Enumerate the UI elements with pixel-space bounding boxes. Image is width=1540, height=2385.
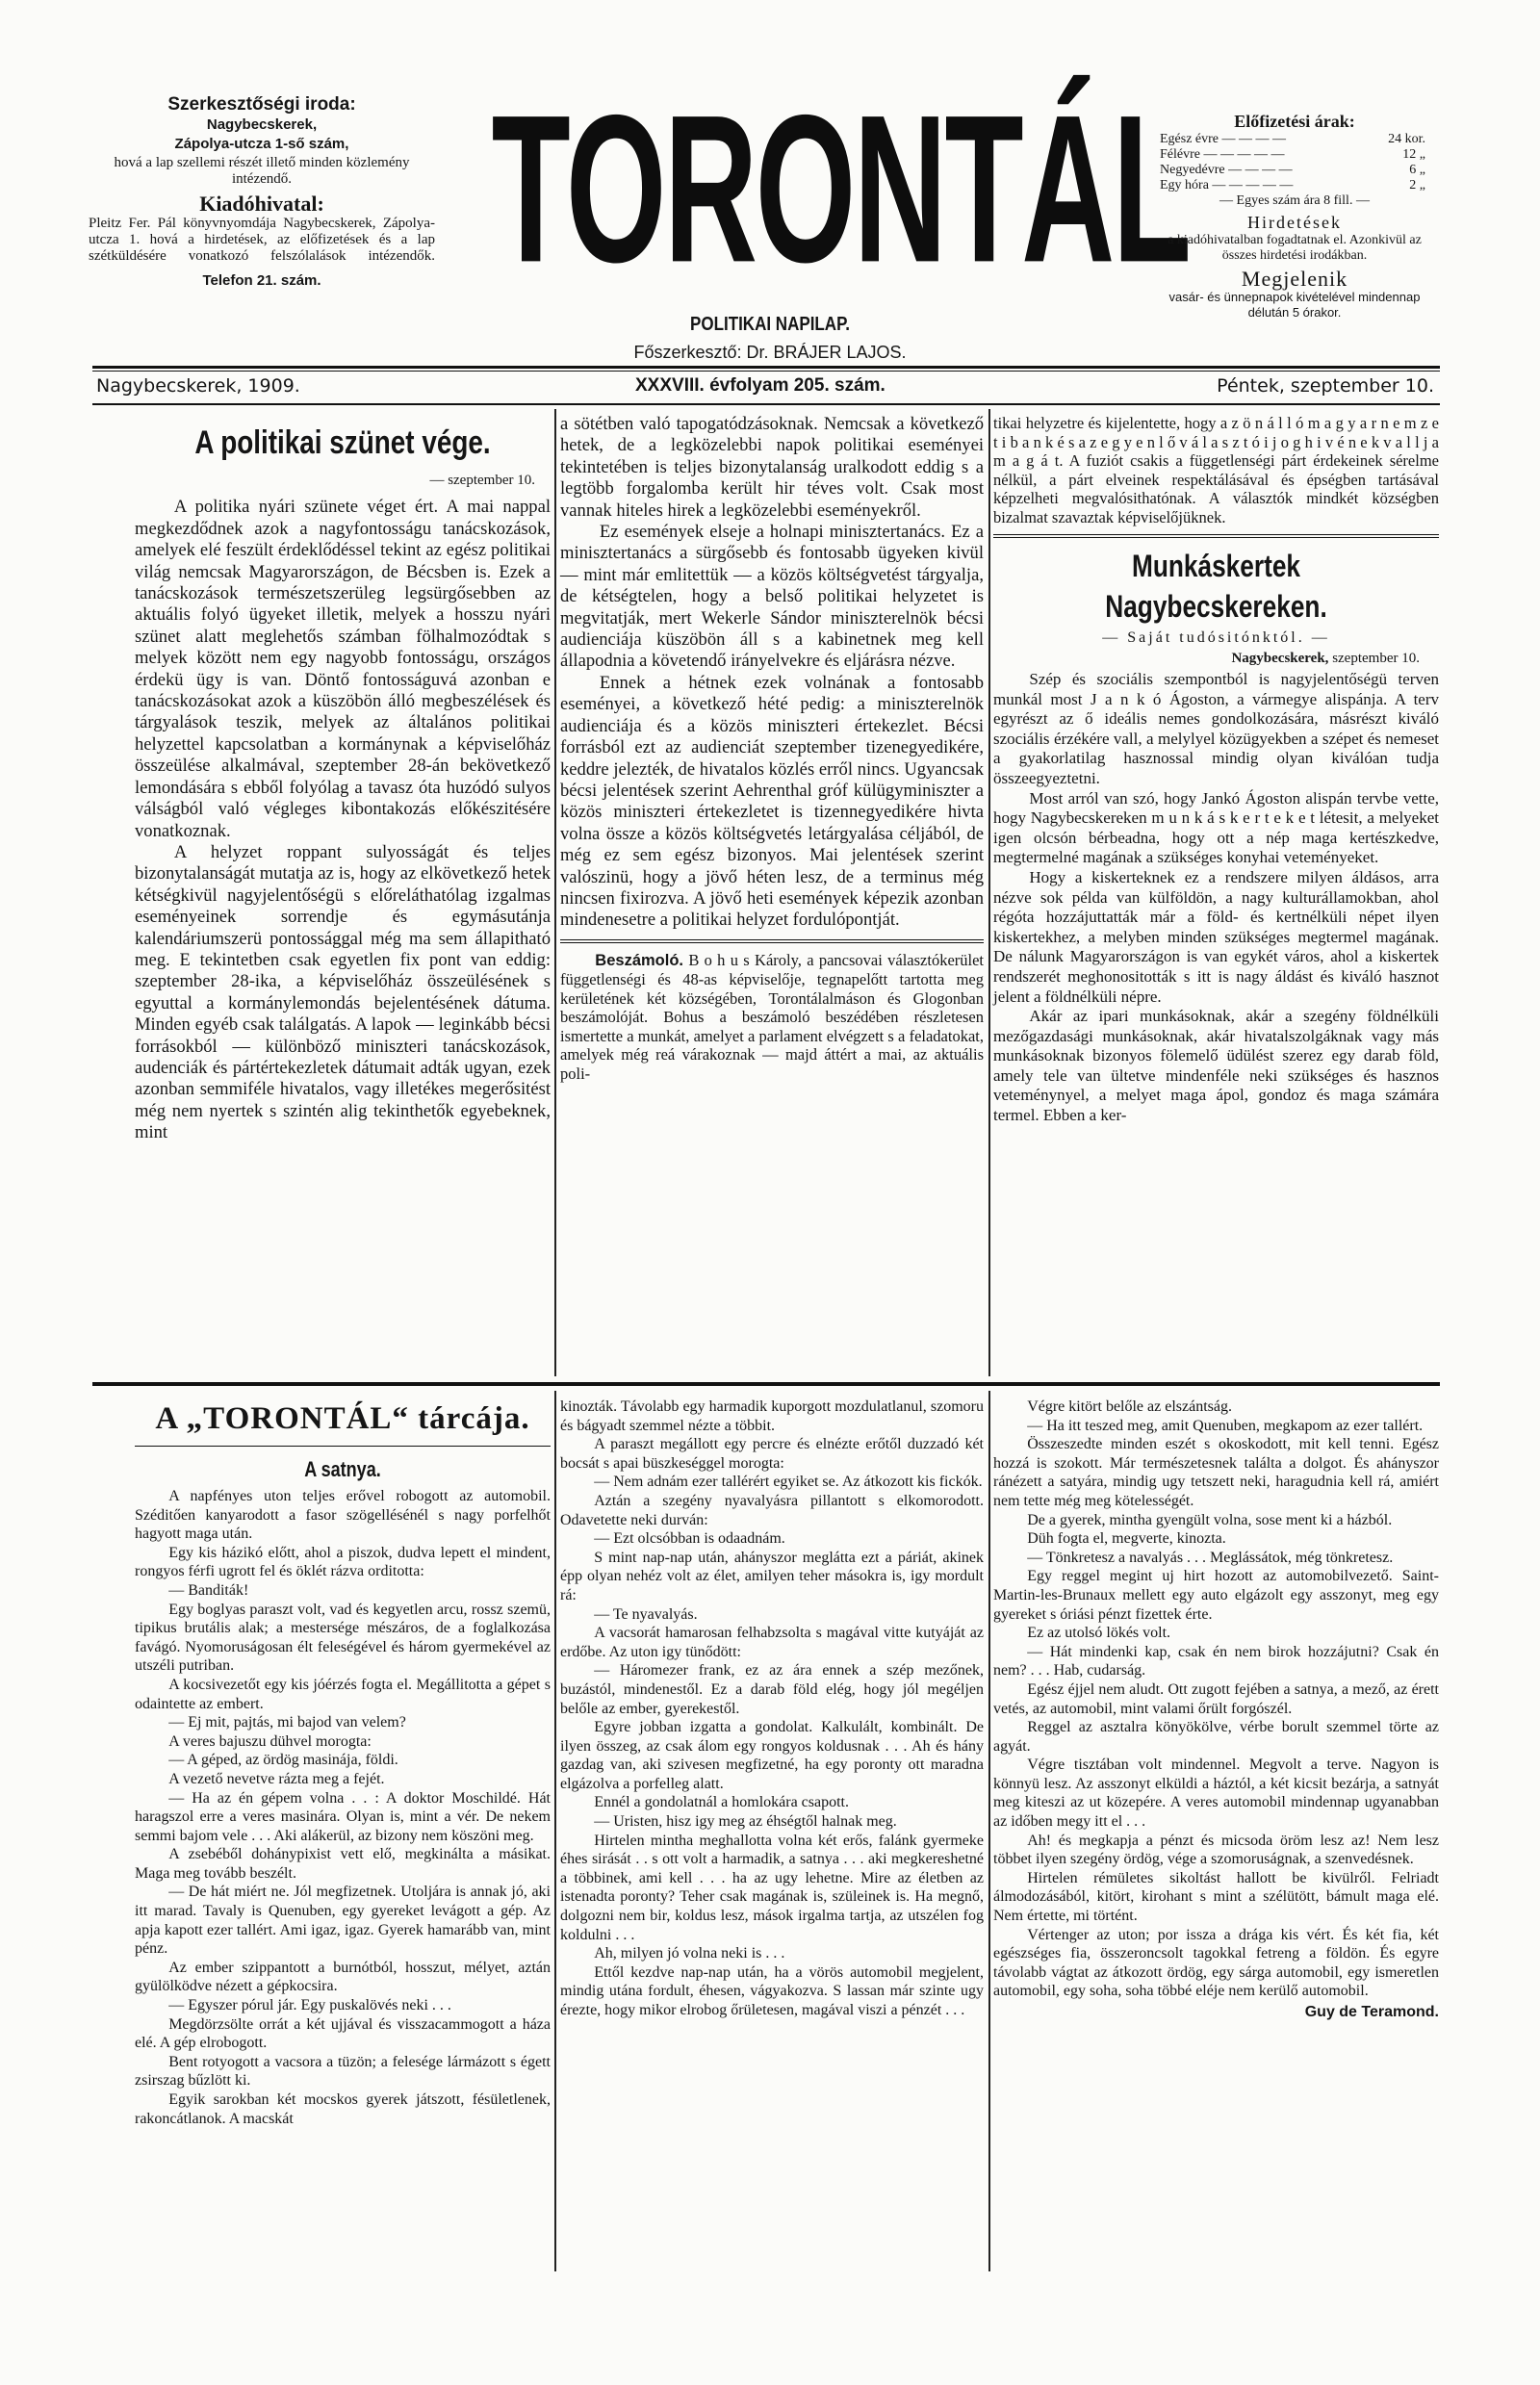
feuilleton-body [560,1398,984,2020]
paragraph: — Te nyavalyás. [594,1605,698,1623]
editorial-office-note: hová a lap szellemi részét illető minden közlemény intézendő. [114,155,410,187]
gardens-article-body [993,670,1439,1126]
paragraph: A zsebéből dohánypixist vett elő, megkinálta a másikat. Maga meg tovább beszélt. [135,1846,551,1882]
paragraph: Egy boglyas paraszt volt, vad és kegyetlen arcu, rossz szemü, tipikus brutális alak; a mestersége mészáros, de a foglalkozása favágó. Nyomoruságosan élt feleségével és három gyermekével az utszéli putriban. [135,1601,551,1675]
paragraph: Egész éjjel nem aludt. Ott zugott fejében a satnya, a mező, az érett vetés, az automobil, mint valami őrült forgószél. [993,1680,1439,1717]
issue-date: Péntek, szeptember 10. [1217,375,1434,397]
paragraph: — Banditák! [168,1581,249,1599]
price-list [1150,132,1439,193]
paragraph: Egyre jobban izgatta a gondolat. Kalkulált, kombinált. De ilyen összeg, az csak álom egy rongyos koldusnak . . . Ah és hány gazdag van, aki szivesen megfizetné, ha egy poronty ott maradna elgázolva a porfelleg alatt. [560,1719,984,1792]
paragraph: Aztán a szegény nyavalyásra pillantott s elkomorodott. Odavetette neki durván: [560,1492,984,1528]
dateline-rule [92,403,1440,405]
paragraph: Reggel az asztalra könyökölve, vérbe borult szemmel törte az agyát. [993,1719,1439,1755]
paragraph: — Ezt olcsóbban is odaadnám. [594,1530,785,1548]
phone-number: Telefon 21. szám. [202,272,321,289]
paragraph: — Nem adnám ezer tallérért egyiket se. Az átkozott kis fickók. [594,1474,983,1491]
gardens-dateline [993,650,1439,668]
politics-article-continued [560,414,984,1083]
paragraph: Végre kitört belőle az elszántság. [1027,1398,1232,1415]
subscription-info [1150,114,1439,321]
section-rule [560,942,984,943]
price-row [1160,163,1439,178]
paragraph: Ez események elseje a holnapi minisztertanács. Ez a minisztertanács a sürgősebb és fontosabb ügyeken kivül — mint már emlitettük — a közös költségvetést tárgyalja, de kétségtelen, hogy a belső politikai helyzetet is megvitatják, mert Wekerle Sándor miniszterelnök bécsi audienciája küszöbön áll s a kabinetnek meg kell állapodnia a követendő irányelvekre és eljárásra nézve. [560,522,984,672]
paragraph: — Háromezer frank, ez az ára ennek a szép mezőnek, buzástól, mindenestől. Ez a darab föld elég, hogy jól megéljen belőle az ember, gyerekestől. [560,1662,984,1717]
paragraph: A vezető nevetve rázta meg a fejét. [168,1770,385,1787]
paragraph: A politika nyári szünete véget ért. A mai nappal megkezdődnek azok a nagyfontosságu tanácskozások, amelyek elé feszült érdeklődéssel tekint az egész politikai világ nemcsak Magyarországon, de Bécsben is. Ezek a tanácskozások természetszerüleg legsürgősebben az aktuális folyó ügyeket illetik, melyek a hosszu nyári szünet alatt meglehetős számban fölhalmozódtak s melyek között nem egy nagyobb fontosságu, országos érdekü ügy is van. Döntő fontosságuvá azonban e tanácskozásokat azok a küszöbön álló megbeszélések és tárgyalások teszik, melyek az általános politikai helyzettel kapcsolatban a kormánynak a képviselőház összeülése alkalmával, szeptember 28-án bekövetkező lemondására s ebből folyólag a tavasz óta huzódó sulyos válságból való végleges kibontakozás előkészitésére vonatkoznak. [135,497,551,841]
feuilleton-section-title: A „TORONTÁL“ tárcája. [155,1401,530,1436]
politics-article-body [135,497,551,1143]
price-value: 6 „ [1409,163,1425,177]
paragraph: A vacsorát hamarosan felhabzsolta s magával vitte kutyáját az erdőbe. Az uton igy tünődött: [560,1625,984,1660]
newspaper-subtitle: POLITIKAI NAPILAP. [690,314,850,335]
appears-note: vasár- és ünnepnapok kivételével mindennap délután 5 órakor. [1168,290,1421,320]
publisher-office-note: Pleitz Fer. Pál könyvnyomdája Nagybecskerek, Zápolya-utcza 1. hová a hirdetések, az előfizetések és a lap szétküldésére vonatkozó felszólalások intézendők. [89,216,435,264]
paragraph: A veres bajuszu dühvel morogta: [168,1732,372,1750]
paragraph: Ez az utolsó lökés volt. [1027,1625,1171,1642]
paragraph: — Tönkretesz a navalyás . . . Meglássátok, még tönkretesz. [1027,1549,1394,1566]
paragraph: Egy reggel megint uj hirt hozott az automobilvezető. Saint-Martin-les-Brunaux mellett egy auto elgázolt egy asszonyt, meg egy gyereket s óriási pénzt fizettek érte. [993,1568,1439,1623]
paragraph: Ah, milyen jó volna neki is . . . [594,1945,785,1962]
politics-article-title: A politikai szünet vége. [194,424,491,461]
price-value: 12 „ [1402,147,1425,162]
gardens-article-title: Munkáskertek Nagybecskereken. [1105,549,1327,624]
gardens-dateline-place: Nagybecskerek, [1231,651,1329,666]
ads-title: Hirdetések [1247,213,1342,232]
paragraph: a sötétben való tapogatódzásoknak. Nemcsak a következő hetek, de a legközelebbi napok politikai eseményei tekintetében is teljes bizonytalanság uralkodott eddig s a legtöbb forgalomba került hir téves volt. Csak most vannak hiteles hirek a legközelebbi eseményekről. [560,414,984,521]
paragraph: — Ej mit, pajtás, mi bajod van velem? [168,1714,406,1731]
paragraph: S mint nap-nap után, ahányszor meglátta ezt a páriát, akinek épp olyan nehéz volt az élet, amilyen teher másokra is, igy mordult rá: [560,1549,984,1603]
price-label: Negyedévre — — — — [1160,163,1293,177]
section-rule [993,534,1439,535]
paragraph: Hirtelen mintha meghallotta volna két erős, falánk gyermeke éhes sirását . . s ott volt a harmadik, a satnya . . . aki megkereshetné a többinek, ami kell . . . ha az ugy lehetne. Mire az életben az istenadta poronty? Teher csak magának is, szüleinek is. Ha megnő, dolgozni nem bir, koldus lesz, mások irgalma tartja, az utszélen fog koldulni . . . [560,1832,984,1943]
gardens-byline: — Saját tudósitónktól. — [1102,629,1330,646]
paragraph: Ennél a gondolatnál a homlokára csapott. [594,1794,849,1811]
feuilleton-author: Guy de Teramond. [1304,2004,1439,2020]
section-rule [135,1446,551,1447]
paragraph: — De hát miért ne. Jól megfizetnek. Utoljára is annak jó, aki itt marad. Tavaly is Quenuben, egy gyereket levágott a gép. Az apja kapott ezer tallért. Ami igaz, igaz. Gyerek hamarább van, mint pénz. [135,1884,551,1958]
header-rule [92,366,1440,369]
single-issue-price: — Egyes szám ára 8 fill. — [1219,193,1370,208]
paragraph: Bent rotyogott a vacsora a tüzön; a felesége lármázott s égett zsirszag bűzlött ki. [135,2053,551,2090]
column-divider [554,1391,556,2271]
header-rule-thin [92,371,1440,372]
paragraph: Egy kis házikó előtt, ahol a piszok, dudva lepett el mindent, rongyos férfi ugrott fel és öklét rázva orditotta: [135,1544,551,1580]
price-row [1160,178,1439,193]
politics-article [135,414,551,1144]
price-label: Egy hóra — — — — — [1160,178,1294,192]
report-continued: tikai helyzetre és kijelentette, hogy a z ö n á l l ó m a g y a r n e m z e t i b a n k é s a z e g y e n l ő v á l a s z t ó i j o g h i v é n e k v a l l j a m a g á t. A fuziót csakis a függetlenségi párt érdekeinek sérelme nélkül, a párt elveinek respektálásával és épségben tartásával képzelheti megvalósithatónak. A választók mindkét községben bizalmat szavaztak képviselőjüknek. [993,414,1439,526]
feuilleton-body [135,1487,551,2128]
paragraph: Ennek a hétnek ezek volnának a fontosabb eseményei, a következő hété pedig: a miniszterelnök audienciája és a közös miniszteri értekezlet. Bécsi forrásból ezt az audienciát szeptember tizenegyedikére, keddre jelezték, de hivatalos közlés erről nincs. Ugyancsak bécsi jelentések szerint Aehrenthal gróf külügyminiszter a közös miniszteri értekezletet is tizennegyedikére hivta volna össze a közös költségvetés letárgyalása céljából, de még ez sem egész bizonyos. Mai jelentések szerint valószinü, hogy a jövő héten lesz, de a terminus még nincsen fixirozva. A jövő heti események képezik azonban mindenesetre a politikai helyzet fordulópontját. [560,672,984,931]
price-value: 24 kor. [1388,132,1425,146]
report-lead: Beszámoló. [595,951,683,969]
paragraph: A helyzet roppant sulyosságát és teljes bizonytalanságát mutatja az is, hogy az elkövetkező hetek kétségkivül nagyjelentőségü s előreláthatólag izgalmas eseményeinek sorrendje és egymásutánja kalendáriumszerü pontossággal még ma sem állapitható meg. E tekintetben csak egyetlen fix pont van eddig: szeptember 28-ika, a képviselőház összeülésének s egyuttal a kormánylemondás bejelentésének dátuma. Minden egyéb csak találgatás. A lapok — leginkább bécsi forrásokból — különböző miniszteri tanácskozások, audenciák és pártértekezletek dátumait adták ugyan, ezek azonban semmiféle hivatalos, vagy illetékes megerősitést még nem nyertek s szintén alig tekinthetők egyebeknek, mint [135,841,551,1143]
gardens-column [993,414,1439,1126]
editorial-office-city: Nagybecskerek, [206,116,318,133]
paragraph: — Egyszer pórul jár. Egy puskalövés neki . . . [168,1997,451,2014]
paragraph: — Uristen, hisz igy meg az éhségtől halnak meg. [594,1813,897,1831]
feuilleton-column-1 [135,1398,551,2128]
price-label: Félévre — — — — — [1160,147,1285,162]
paragraph: Düh fogta el, megverte, kinozta. [1027,1530,1226,1548]
column-divider [988,1391,990,2271]
editor-in-chief: Főszerkesztő: Dr. BRÁJER LAJOS. [633,343,907,362]
feuilleton-body [993,1398,1439,2001]
paragraph: Egyik sarokban két mocskos gyerek játszott, fésületlenek, rakoncátlanok. A macskát [135,2091,551,2127]
appears-title: Megjelenik [1241,267,1348,291]
price-value: 2 „ [1409,178,1425,192]
feuilleton-column-3 [993,1398,1439,2022]
section-rule [560,939,984,940]
paragraph: kinozták. Távolabb egy harmadik kuporgott mozdulatlanul, szomoru és bágyadt szemmel nézte a többit. [560,1398,984,1434]
feuilleton-title: A satnya. [304,1457,381,1481]
issue-number: XXXVIII. évfolyam 205. szám. [635,375,886,396]
paragraph: Az ember szippantott a burnótból, hosszut, mélyet, aztán gyülölködve nézett a gépkocsira. [135,1959,551,1995]
feuilleton-column-2 [560,1398,984,2020]
report-paragraph [560,951,984,1084]
price-row [1160,132,1439,147]
ads-note: a kiadóhivatalban fogadtatnak el. Azonkivül az összes hirdetési irodákban. [1168,233,1422,263]
paragraph: — A géped, az ördög masinája, földi. [168,1752,398,1769]
editorial-office-street: Zápolya-utcza 1-ső szám, [174,136,349,152]
paragraph: Akár az ipari munkásoknak, akár a szegény földnélküli mezőgazdasági munkásoknak, akár hivatalszolgáknak vagy más munkásoknak bizonyos fölemelő üdülést szerez egy darab föld, amely tele van ültetve mindenféle neki szükséges és hasznos veteménynyel, a melyet maga ápol, gondoz és maga számára termel. Ebben a ker- [993,1007,1439,1125]
price-label: Egész évre — — — — [1160,132,1287,146]
paragraph: De a gyerek, mintha gyengült volna, sose ment ki a házból. [1027,1511,1393,1528]
paragraph: — Ha az én gépem volna . . : A doktor Moschildé. Hát haragszol erre a veres masinára. Olyan is, mint a vér. De nekem semmi bajom vele . . . Aki alákerül, az bizony nem köszöni meg. [135,1789,551,1844]
publisher-office-title: Kiadóhivatal: [199,192,324,216]
paragraph: — Ha itt teszed meg, amit Quenuben, megkapom az ezer tallért. [1027,1417,1424,1434]
paragraph: A paraszt megállott egy percre és elnézte erőtől duzzadó két bocsát s apai büszkeséggel morogta: [560,1436,984,1472]
section-divider [92,1382,1440,1386]
column-divider [554,409,556,1376]
column-divider [988,409,990,1376]
section-rule [993,537,1439,538]
paragraph: Hogy a kiskerteknek ez a rendszere milyen áldásos, arra nézve sok példa van külföldön, a nagy kulturállamokban, ahol régóta hozzájuttatták már a föld- és kertnélküli népet ilyen kiskertekhez, a melyben minden szükséges megtermel magának. De nálunk Magyarországon is van egykét város, ahol a kiskertek rendszerét meghonositották s itt is nagy áldást és kiváló hasznot jelent a földnélküli népre. [993,867,1439,1006]
paragraph: Végre tisztában volt mindennel. Megvolt a terve. Nagyon is könnyü lesz. Az asszonyt elküldi a háztól, a két kicsit bezárja, a satnyát meg kiteszi az ut közepére. A veres automobil mindennap ugyanabban az időben megy itt el . . . [993,1757,1439,1831]
paragraph: A kocsivezetőt egy kis jóérzés fogta el. Megállitotta a gépet s odaintette az embert. [135,1676,551,1712]
paragraph: Szép és szociális szempontból is nagyjelentőségü terven munkál most J a n k ó Ágoston, a vármegye alispánja. A terv egyrészt az ő ideális nemes gondolkozására, másrészt kiváló szociális érzékére vall, a melylyel közügyekben a szépet és nemeset a gyakorlatilag hasznossal mindig olyan kiválóan tudja összeegyeztetni. [993,670,1439,787]
politics-article-dateline: — szeptember 10. [429,473,535,488]
masthead-title: TORONTÁL [491,70,1190,307]
report-text: B o h u s Károly, a pancsovai választókerület függetlenségi és 48-as képviselője, tegnapelőtt tartotta meg kerületének két községében, Torontálalmáson és Glogonban beszámolóját. Bohus a beszámoló beszédében részletesen ismertette a munkát, amelyet a parlament elvégzett s a feladatokat, amelyek még reá várakoznak — majd áttért a mai, az aktuális poli- [560,950,985,1083]
paragraph: A napfényes uton teljes erővel robogott az automobil. Széditően kanyarodott a fasor szögellésénél s nagy porfelhőt hagyott maga után. [135,1488,551,1543]
place-year: Nagybecskerek, 1909. [96,375,300,397]
paragraph: Megdörzsölte orrát a két ujjával és visszacammogott a háza elé. A gép elrobogott. [135,2015,551,2052]
paragraph: Most arról van szó, hogy Jankó Ágoston alispán tervbe vette, hogy Nagybecskereken m u n k á s k e r t e k e t létesit, a melyeket igen olcsón bérbeadna, hogy ott a nép maga kertészkedve, megtermelné magának a szükséges konyhai veteményeket. [993,788,1439,867]
prices-title: Előfizetési árak: [1234,112,1355,131]
politics-article-body-continued [560,414,984,932]
editorial-office-info [89,96,435,289]
paragraph: Hirtelen rémületes sikoltást hallott be kivülről. Felriadt álmodozásából, kitört, kirohant s mint a szélütött, bámult maga elé. Nem értette, mi történt. [993,1869,1439,1925]
paragraph: — Hát mindenki kap, csak én nem birok hozzájutni? Csak én nem? . . . Hab, cudarság. [993,1643,1439,1680]
issue-dateline [96,375,1444,400]
masthead-logo [404,70,1190,307]
gardens-dateline-date: szeptember 10. [1332,651,1420,666]
paragraph: Vértenger az uton; por issza a drága kis vért. És két fia, két egészséges fia, összeroncsolt tagokkal fetreng a földön. És egyre távolabb vágtat az átkozott ördög, egy sárga automobil, egy ismeretlen automobil, egy soha, soha többé eléje nem kerülő automobil. [993,1926,1439,2000]
paragraph: Összeszedte minden eszét s okoskodott, mit kell tenni. Egész hozzá is szokott. Már természetesnek találta a dolgot. És ahányszor ránézett a satyára, mindig ugy tetszett neki, haragudnia kell rá, amiért nem tette még meg kötelességét. [993,1436,1439,1509]
paragraph: Ah! és megkapja a pénzt és micsoda öröm lesz az! Nem lesz többet ilyen szegény ördög, vége a szomoruságnak, a szenvedésnek. [993,1832,1439,1868]
paragraph: Ettől kezdve nap-nap után, ha a vörös automobil megjelent, mindig utána fordult, éhesen, vágyakozva. S lassan már szinte ugy érezte, hogy mikor elrobog őrületesen, magával viszi a pénzét . . . [560,1963,984,2018]
editorial-office-title: Szerkesztőségi iroda: [167,94,356,115]
price-row [1160,147,1439,163]
